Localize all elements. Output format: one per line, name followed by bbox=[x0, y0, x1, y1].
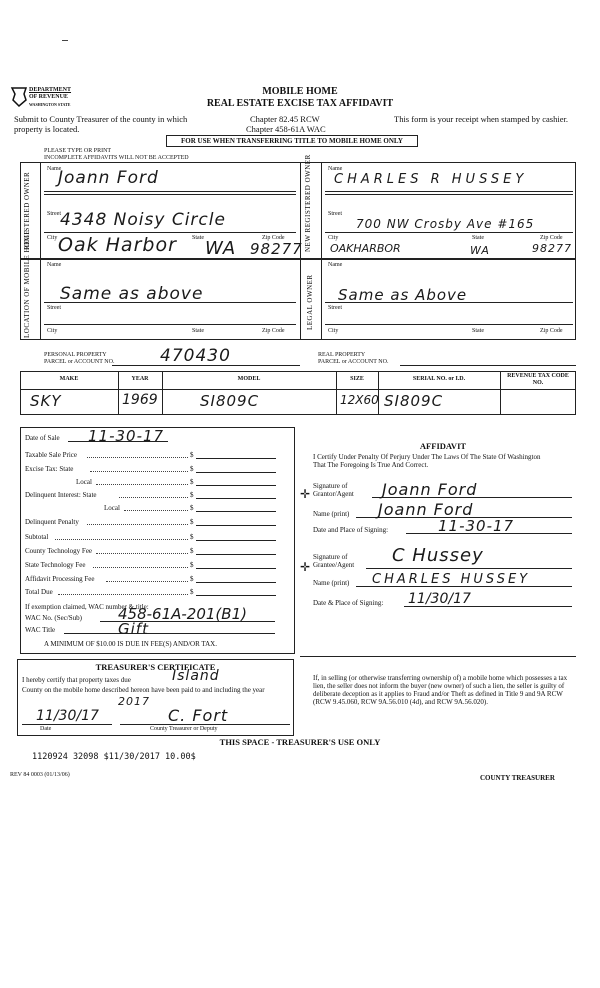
col-serial: SERIAL NO. or I.D. bbox=[412, 376, 466, 382]
agency-line3: WASHINGTON STATE bbox=[29, 102, 71, 107]
location-label: LOCATION OF MOBILE HOME bbox=[23, 229, 31, 338]
amount-line bbox=[196, 511, 276, 512]
grantor-signature: Joann Ford bbox=[382, 480, 478, 499]
tax-item-label: Local bbox=[76, 478, 92, 486]
form-title-line1: MOBILE HOME bbox=[262, 86, 338, 97]
dollar-sign: $ bbox=[190, 465, 194, 473]
grantee-name-label: Name (print) bbox=[313, 579, 350, 587]
dollar-sign: $ bbox=[190, 561, 194, 569]
exemption-label: If exemption claimed, WAC number & title: bbox=[25, 603, 149, 611]
street-label: Street bbox=[47, 211, 61, 217]
leader-dots bbox=[124, 510, 188, 511]
amount-line bbox=[196, 525, 276, 526]
date-place-label: Date and Place of Signing: bbox=[313, 526, 389, 534]
wac-no-label: WAC No. (Sec/Sub) bbox=[25, 614, 82, 622]
grantee-signature: C Hussey bbox=[392, 545, 484, 566]
street-label: Street bbox=[47, 305, 61, 311]
name-label: Name bbox=[328, 166, 343, 172]
leader-dots bbox=[87, 457, 188, 458]
personal-parcel-label: PARCEL or ACCOUNT NO. bbox=[44, 359, 115, 365]
registered-owner-city: Oak Harbor bbox=[58, 234, 177, 256]
new-owner-zip: 98277 bbox=[532, 242, 572, 255]
real-parcel-label: PARCEL or ACCOUNT NO. bbox=[318, 359, 389, 365]
col-size: SIZE bbox=[350, 376, 364, 382]
new-owner-name: CHARLES R HUSSEY bbox=[334, 172, 528, 187]
registered-owner-state: WA bbox=[205, 238, 237, 259]
dollar-sign: $ bbox=[190, 451, 194, 459]
leader-dots bbox=[87, 524, 188, 525]
name-label: Name bbox=[47, 262, 62, 268]
tax-item-label: Delinquent Penalty bbox=[25, 518, 79, 526]
tax-item-label: Subtotal bbox=[25, 533, 49, 541]
leader-dots bbox=[96, 553, 188, 554]
new-owner-city: OAKHARBOR bbox=[330, 242, 401, 255]
col-revenue-code: REVENUE TAX CODE NO. bbox=[507, 373, 569, 386]
cell-size: 12X60 bbox=[340, 393, 379, 407]
personal-parcel-value: 470430 bbox=[160, 346, 231, 366]
real-property-label: REAL PROPERTY bbox=[318, 352, 366, 358]
treasurer-use-only: THIS SPACE - TREASURER'S USE ONLY bbox=[219, 737, 381, 747]
cell-make: SKY bbox=[30, 392, 62, 410]
treasurer-date: 11/30/17 bbox=[36, 708, 99, 724]
state-label: State bbox=[472, 328, 484, 334]
grantee-date-label: Date & Place of Signing: bbox=[313, 599, 384, 607]
state-label: State bbox=[192, 235, 204, 241]
dollar-sign: $ bbox=[190, 588, 194, 596]
sign-arrow-icon: ✛ bbox=[300, 560, 311, 574]
legal-owner-name: Same as Above bbox=[338, 286, 468, 304]
amount-line bbox=[196, 472, 276, 473]
affidavit-title: AFFIDAVIT bbox=[419, 441, 467, 451]
tax-item-label: State Technology Fee bbox=[25, 561, 86, 569]
treasurer-date-label: Date bbox=[40, 726, 52, 732]
treasurer-signature: C. Fort bbox=[168, 706, 229, 725]
registered-owner-zip: 98277 bbox=[250, 240, 303, 258]
zip-label: Zip Code bbox=[540, 235, 563, 241]
street-label: Street bbox=[328, 211, 342, 217]
registered-owner-label: REGISTERED OWNER bbox=[23, 171, 31, 250]
leader-dots bbox=[93, 567, 188, 568]
agency-line1: DEPARTMENT bbox=[29, 87, 72, 93]
tax-item-label: Excise Tax: State bbox=[25, 465, 74, 473]
personal-property-label: PERSONAL PROPERTY bbox=[44, 352, 107, 358]
chapter-rcw: Chapter 82.45 RCW bbox=[250, 114, 320, 124]
washington-logo-icon bbox=[10, 86, 28, 108]
state-label: State bbox=[192, 328, 204, 334]
type-note: PLEASE TYPE OR PRINT bbox=[44, 148, 112, 154]
tax-item-label: Total Due bbox=[25, 588, 53, 596]
amount-line bbox=[196, 595, 276, 596]
registered-owner-street: 4348 Noisy Circle bbox=[60, 210, 226, 230]
amount-line bbox=[196, 458, 276, 459]
cell-serial: SI809C bbox=[384, 392, 444, 410]
form-title-line2: REAL ESTATE EXCISE TAX AFFIDAVIT bbox=[206, 98, 394, 109]
name-label: Name bbox=[328, 262, 343, 268]
sign-arrow-icon: ✛ bbox=[300, 487, 311, 501]
date-of-sale: 11-30-17 bbox=[88, 427, 165, 445]
dollar-sign: $ bbox=[190, 518, 194, 526]
form-number: REV 84 0003 (01/13/06) bbox=[10, 772, 70, 778]
grantor-sig-label: Signature of Grantor/Agent bbox=[313, 482, 354, 498]
new-owner-state: WA bbox=[470, 244, 490, 257]
wac-no: 458-61A-201(B1) bbox=[118, 605, 247, 623]
treasurer-year: 2017 bbox=[118, 695, 150, 708]
col-year: YEAR bbox=[131, 376, 149, 382]
amount-line bbox=[196, 485, 276, 486]
cell-model: SI809C bbox=[200, 392, 260, 410]
zip-label: Zip Code bbox=[262, 328, 285, 334]
date-of-sale-label: Date of Sale bbox=[25, 434, 60, 442]
grantor-name: Joann Ford bbox=[378, 500, 474, 519]
zip-label: Zip Code bbox=[540, 328, 563, 334]
leader-dots bbox=[119, 497, 188, 498]
wac-title: Gift bbox=[118, 620, 149, 638]
tax-item-label: Local bbox=[104, 504, 120, 512]
grantor-name-label: Name (print) bbox=[313, 510, 350, 518]
submit-instructions: Submit to County Treasurer of the county in which property is located. bbox=[14, 114, 188, 134]
city-label: City bbox=[47, 235, 58, 241]
grantee-date: 11/30/17 bbox=[408, 591, 471, 607]
tax-item-label: County Technology Fee bbox=[25, 547, 93, 555]
leader-dots bbox=[106, 581, 188, 582]
name-label: Name bbox=[47, 166, 62, 172]
treasurer-text1: I hereby certify that property taxes due bbox=[22, 676, 131, 684]
amount-line bbox=[196, 540, 276, 541]
lien-notice: If, in selling (or otherwise transferring ownership of) a mobile home which possesses a tax lien, the seller does not inform the buyer (new owner) of such a lien, the seller is guilty of deliberate deception as it applies to Fraud and/or Theft as defined in Title 9 and 9A RCW (RCW 9.45.060, RCW 9A.56.010 (4d), and RCW 9A.56.020). bbox=[313, 674, 568, 706]
leader-dots bbox=[55, 539, 188, 540]
city-label: City bbox=[328, 235, 339, 241]
incomplete-note: INCOMPLETE AFFIDAVITS WILL NOT BE ACCEPTED bbox=[44, 155, 189, 161]
dollar-sign: $ bbox=[190, 533, 194, 541]
new-registered-owner-label: NEW REGISTERED OWNER bbox=[304, 154, 312, 252]
new-owner-street: 700 NW Crosby Ave #165 bbox=[356, 217, 535, 231]
dollar-sign: $ bbox=[190, 575, 194, 583]
dollar-sign: $ bbox=[190, 478, 194, 486]
treasurer-title: TREASURER'S CERTIFICATE bbox=[95, 662, 216, 672]
receipt-note: This form is your receipt when stamped by cashier. bbox=[394, 114, 568, 124]
legal-owner-label: LEGAL OWNER bbox=[306, 274, 314, 330]
leader-dots bbox=[96, 484, 188, 485]
receipt-stamp: 1120924 32098 $11/30/2017 10.00$ bbox=[32, 752, 196, 762]
cell-year: 1969 bbox=[122, 392, 158, 408]
col-model: MODEL bbox=[237, 376, 261, 382]
amount-line bbox=[196, 498, 276, 499]
affidavit-certify: I Certify Under Penalty Of Perjury Under The Laws Of The State Of Washington That The Foregoing Is True And Correct. bbox=[313, 453, 541, 469]
dor-logo bbox=[10, 86, 72, 110]
treasurer-sig-label: County Treasurer or Deputy bbox=[150, 726, 218, 732]
leader-dots bbox=[90, 471, 188, 472]
tax-item-label: Delinquent Interest: State bbox=[25, 491, 97, 499]
registered-owner-name: Joann Ford bbox=[58, 168, 159, 188]
amount-line bbox=[196, 568, 276, 569]
col-make: MAKE bbox=[59, 376, 79, 382]
state-label: State bbox=[472, 235, 484, 241]
grantee-sig-label: Signature of Grantee/Agent bbox=[313, 553, 355, 569]
treasurer-county: Island bbox=[172, 668, 220, 684]
zip-label: Zip Code bbox=[262, 235, 285, 241]
agency-line2: OF REVENUE bbox=[29, 94, 68, 100]
city-label: City bbox=[328, 328, 339, 334]
treasurer-text2: County on the mobile home described hereon have been paid to and including the year bbox=[22, 686, 265, 694]
street-label: Street bbox=[328, 305, 342, 311]
chapter-wac: Chapter 458-61A WAC bbox=[246, 124, 326, 134]
amount-line bbox=[196, 554, 276, 555]
dash-mark bbox=[62, 40, 68, 41]
tax-item-label: Affidavit Processing Fee bbox=[25, 575, 95, 583]
use-note: FOR USE WHEN TRANSFERRING TITLE TO MOBILE HOME ONLY bbox=[166, 135, 418, 147]
city-label: City bbox=[47, 328, 58, 334]
location-name: Same as above bbox=[60, 284, 204, 304]
wac-title-label: WAC Title bbox=[25, 626, 56, 634]
grantor-date: 11-30-17 bbox=[438, 517, 515, 535]
county-treasurer-label: COUNTY TREASURER bbox=[480, 774, 555, 782]
amount-line bbox=[196, 582, 276, 583]
minimum-due: A MINIMUM OF $10.00 IS DUE IN FEE(S) AND/OR TAX. bbox=[44, 640, 217, 648]
dollar-sign: $ bbox=[190, 491, 194, 499]
tax-item-label: Taxable Sale Price bbox=[25, 451, 77, 459]
grantee-name: CHARLES HUSSEY bbox=[372, 572, 531, 587]
dollar-sign: $ bbox=[190, 547, 194, 555]
dollar-sign: $ bbox=[190, 504, 194, 512]
leader-dots bbox=[58, 594, 188, 595]
